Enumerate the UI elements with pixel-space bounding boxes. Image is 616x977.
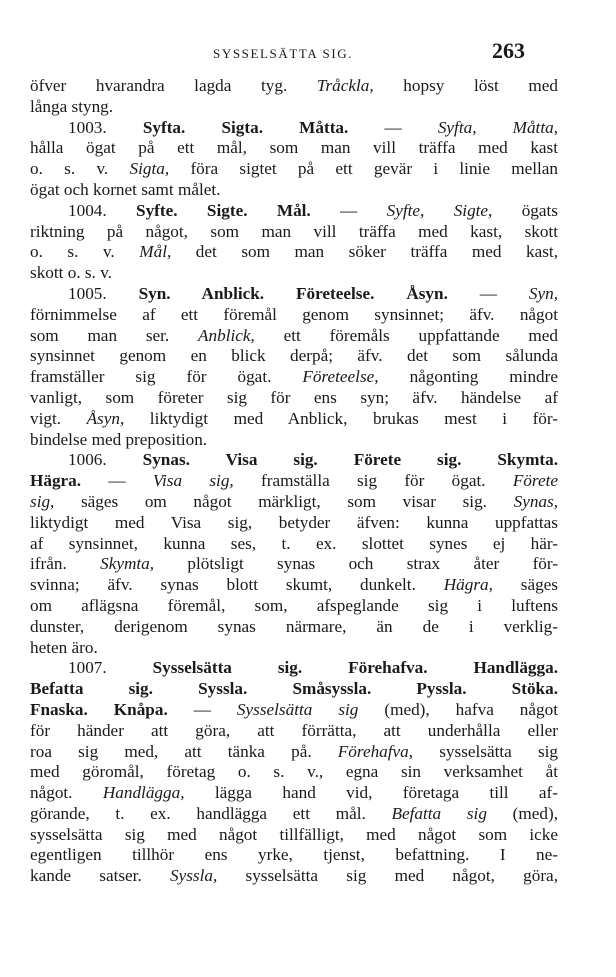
italic-term: Syssla, — [170, 866, 218, 886]
body-text — [30, 76, 558, 887]
text-segment: 1005. — [68, 283, 139, 303]
text-segment: — — [447, 283, 529, 303]
italic-term: sig, — [30, 491, 55, 511]
running-title: SYSSELSÄTTA SIG. — [213, 46, 354, 61]
text-line — [30, 492, 558, 513]
italic-term: Företeelse, — [302, 367, 379, 387]
italic-term: Förehafva, — [337, 741, 414, 761]
italic-term: Anblick, — [198, 325, 255, 345]
text-line — [30, 159, 558, 180]
text-segment: liktydigt med Visa sig, betyder äfven: kunna uppfattas — [30, 512, 558, 532]
text-segment: skott o. s. v. — [30, 263, 112, 283]
text-segment: roa sig med, att tänka på. — [30, 741, 338, 761]
text-segment: sysselsätta sig med något tillfälligt, med något som icke — [30, 824, 558, 844]
page-number: 263 — [492, 38, 525, 63]
italic-term: Skymta, — [100, 554, 155, 574]
text-segment: bindelse med preposition. — [30, 429, 208, 449]
text-line — [30, 346, 558, 367]
italic-term: Sysselsätta sig — [236, 699, 359, 719]
text-segment: något. — [30, 783, 103, 803]
text-line — [30, 513, 558, 534]
text-line — [30, 638, 558, 659]
text-segment: kande satser. — [30, 866, 170, 886]
text-line — [30, 367, 558, 388]
text-segment: vigt. — [30, 408, 87, 428]
text-line — [30, 305, 558, 326]
text-line — [30, 804, 558, 825]
text-segment: hopsy löst med — [373, 76, 558, 95]
text-segment: plötsligt synas och strax åter för- — [154, 554, 558, 574]
text-line — [30, 76, 558, 97]
text-segment: svinna; äfv. synas blott skumt, dunkelt. — [30, 575, 444, 595]
text-line — [30, 866, 558, 887]
italic-term: Sigta, — [129, 159, 170, 179]
text-line — [30, 596, 558, 617]
text-segment: det som man söker träffa med kast, — [171, 242, 558, 262]
bold-term: Fnaska. Knåpa. — [30, 699, 168, 719]
text-line — [30, 180, 558, 201]
bold-term: Syfte. Sigte. Mål. — [136, 200, 311, 220]
text-segment: ögat och kornet samt målet. — [30, 179, 221, 199]
text-segment: ifrån. — [30, 554, 101, 574]
text-segment: föra sigtet på ett gevär i linie mellan — [169, 159, 558, 179]
italic-term: Åsyn, — [86, 408, 125, 428]
italic-term: Syfte, Sigte, — [386, 200, 493, 220]
text-line — [30, 617, 558, 638]
text-line — [30, 534, 558, 555]
text-line — [30, 118, 558, 139]
text-line — [30, 762, 558, 783]
text-segment: ett föremåls uppfattande med — [254, 325, 559, 345]
text-segment: sysselsätta sig med något, göra, — [217, 866, 558, 886]
text-segment: vanligt, som företer sig för ens syn; äfv. händelse af — [30, 387, 558, 407]
bold-term: Sysselsätta sig. Förehafva. Handlägga. — [152, 658, 558, 678]
bold-term: Befatta sig. Syssla. Småsyssla. Pyssla. Stöka. — [30, 679, 558, 699]
text-line — [30, 658, 558, 679]
text-line — [30, 284, 558, 305]
text-line — [30, 471, 558, 492]
italic-term: Mål, — [139, 242, 172, 262]
italic-term: Synas, — [513, 491, 558, 511]
text-segment: — — [310, 200, 387, 220]
text-segment: liktydigt med Anblick, brukas mest i för- — [124, 408, 558, 428]
text-segment: dunster, derigenom synas närmare, än de i verklig- — [30, 616, 558, 636]
text-segment: — — [348, 117, 438, 137]
text-segment: förnimmelse af ett föremål genom synsinnet; äfv. något — [30, 304, 558, 324]
bold-term: Synas. Visa sig. Förete sig. Skymta. — [142, 450, 559, 470]
text-segment: (med), hafva något — [358, 699, 558, 719]
text-segment: o. s. v. — [30, 159, 130, 179]
text-segment: sysselsätta sig — [413, 741, 559, 761]
text-segment: som man ser. — [30, 325, 199, 345]
text-line — [30, 825, 558, 846]
text-segment: egentligen tillhör ens yrke, tjenst, befattning. I ne- — [30, 845, 558, 865]
text-line — [30, 222, 558, 243]
text-line — [30, 201, 558, 222]
text-line — [30, 845, 558, 866]
italic-term: Tråckla, — [316, 76, 374, 95]
text-segment: hålla ögat på ett mål, som man vill träffa med kast — [30, 138, 558, 158]
text-segment: ögats — [492, 200, 558, 220]
text-segment: säges — [492, 575, 558, 595]
text-line — [30, 679, 558, 700]
text-segment: långa styng. — [30, 96, 114, 116]
text-segment: för händer att göra, att förrätta, att underhålla eller — [30, 720, 558, 740]
italic-term: Handlägga, — [102, 783, 185, 803]
text-line — [30, 721, 558, 742]
text-segment: med göromål, företag o. s. v., egna sin verksamhet åt — [30, 762, 558, 782]
text-line — [30, 263, 558, 284]
bold-term: Hägra. — [30, 471, 82, 491]
text-segment: någonting mindre — [378, 367, 558, 387]
text-line — [30, 409, 558, 430]
text-segment: synsinnet genom en blick derpå; äfv. det som sålunda — [30, 346, 558, 366]
italic-term: Syfta, Måtta, — [437, 117, 558, 137]
text-line — [30, 388, 558, 409]
text-segment: 1003. — [68, 117, 143, 137]
text-segment: 1006. — [68, 450, 143, 470]
text-segment: heten äro. — [30, 637, 98, 657]
text-segment: görande, t. ex. handlägga ett mål. — [30, 803, 392, 823]
text-line — [30, 575, 558, 596]
page-header — [30, 38, 585, 70]
text-line — [30, 326, 558, 347]
text-segment: 1004. — [68, 200, 137, 220]
italic-term: Befatta sig — [391, 803, 487, 823]
text-segment: om aflägsna föremål, som, afspeglande sig i luftens — [30, 595, 558, 615]
text-segment: — — [81, 471, 153, 491]
text-line — [30, 450, 558, 471]
text-segment: af synsinnet, kunna ses, t. ex. slottet synes ej här- — [30, 533, 558, 553]
text-line — [30, 554, 558, 575]
italic-term: Hägra, — [443, 575, 493, 595]
text-line — [30, 430, 558, 451]
text-line — [30, 242, 558, 263]
text-line — [30, 742, 558, 763]
text-segment: — — [167, 699, 237, 719]
italic-term: Visa sig, — [152, 471, 234, 491]
text-segment: riktning på något, som man vill träffa med kast, skott — [30, 221, 558, 241]
bold-term: Syfta. Sigta. Måtta. — [142, 117, 349, 137]
text-segment: (med), — [486, 803, 559, 823]
text-line — [30, 783, 558, 804]
text-segment: säges om något märkligt, som visar sig. — [54, 491, 514, 511]
italic-term: Syn, — [528, 283, 558, 303]
text-segment: 1007. — [68, 658, 153, 678]
bold-term: Syn. Anblick. Företeelse. Åsyn. — [138, 283, 448, 303]
text-segment: öfver hvarandra lagda tyg. — [30, 76, 317, 95]
text-segment: framställa sig för ögat. — [233, 471, 513, 491]
text-line — [30, 97, 558, 118]
italic-term: Förete — [512, 471, 558, 491]
text-line — [30, 138, 558, 159]
text-segment: o. s. v. — [30, 242, 140, 262]
text-line — [30, 700, 558, 721]
text-segment: framställer sig för ögat. — [30, 367, 303, 387]
text-segment: lägga hand vid, företaga till af- — [184, 783, 558, 803]
